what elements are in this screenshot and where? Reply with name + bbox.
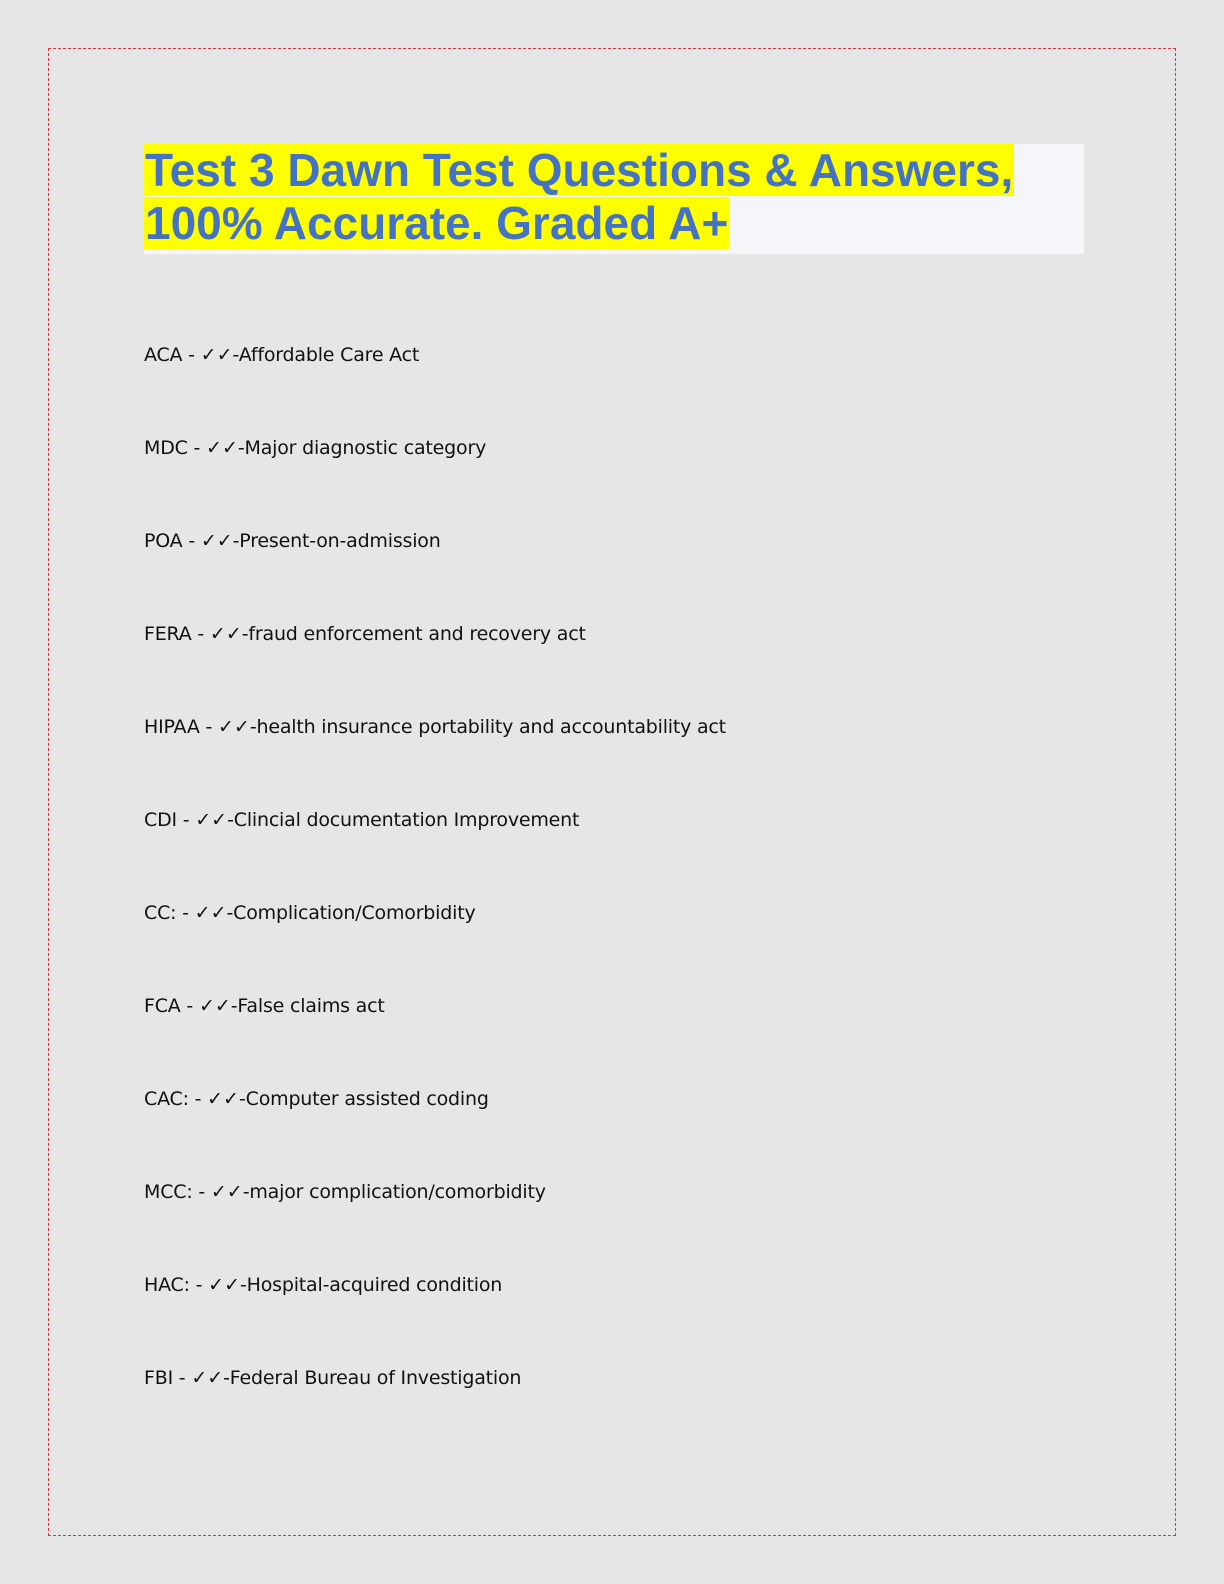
check-marks-icon: ✓✓ bbox=[194, 902, 227, 924]
qa-term: HIPAA - bbox=[144, 716, 218, 738]
title-line-2: 100% Accurate. Graded A+ bbox=[145, 197, 729, 249]
check-marks-icon: ✓✓ bbox=[191, 1367, 224, 1389]
qa-definition: -Major diagnostic category bbox=[237, 437, 487, 459]
qa-item bbox=[144, 995, 726, 1088]
qa-definition: -Affordable Care Act bbox=[232, 344, 420, 366]
qa-term: CAC: - bbox=[144, 1088, 208, 1110]
qa-item bbox=[144, 344, 726, 437]
qa-term: MDC - bbox=[144, 437, 207, 459]
qa-item bbox=[144, 716, 726, 809]
qa-term: FBI - bbox=[144, 1367, 192, 1389]
qa-definition: -Federal Bureau of Investigation bbox=[223, 1367, 522, 1389]
check-marks-icon: ✓✓ bbox=[200, 344, 233, 366]
qa-definition: -health insurance portability and accountability act bbox=[249, 716, 726, 738]
qa-definition: -Computer assisted coding bbox=[238, 1088, 489, 1110]
check-marks-icon: ✓✓ bbox=[218, 716, 250, 738]
qa-term: MCC: - bbox=[144, 1181, 211, 1203]
title-block bbox=[144, 144, 1084, 254]
qa-term: FERA - bbox=[144, 623, 210, 645]
qa-definition: -Complication/Comorbidity bbox=[226, 902, 476, 924]
qa-item bbox=[144, 1181, 726, 1274]
check-marks-icon: ✓✓ bbox=[198, 995, 231, 1017]
qa-item bbox=[144, 1088, 726, 1181]
check-marks-icon: ✓✓ bbox=[208, 1274, 240, 1296]
qa-item bbox=[144, 1274, 726, 1367]
qa-definition: -major complication/comorbidity bbox=[242, 1181, 546, 1203]
check-marks-icon: ✓✓ bbox=[207, 1088, 239, 1110]
qa-item bbox=[144, 809, 726, 902]
qa-item bbox=[144, 530, 726, 623]
check-marks-icon: ✓✓ bbox=[210, 1181, 243, 1203]
qa-term: ACA - bbox=[144, 344, 201, 366]
title-line-1: Test 3 Dawn Test Questions & Answers, bbox=[145, 144, 1014, 196]
qa-item bbox=[144, 1367, 726, 1460]
qa-term: CC: - bbox=[144, 902, 195, 924]
qa-item bbox=[144, 437, 726, 530]
qa-list bbox=[144, 344, 726, 1460]
check-marks-icon: ✓✓ bbox=[195, 809, 228, 831]
qa-definition: -Present-on-admission bbox=[232, 530, 441, 552]
check-marks-icon: ✓✓ bbox=[200, 530, 233, 552]
qa-definition: -Clincial documentation Improvement bbox=[227, 809, 580, 831]
qa-item bbox=[144, 902, 726, 995]
qa-definition: -Hospital-acquired condition bbox=[240, 1274, 503, 1296]
qa-term: FCA - bbox=[144, 995, 199, 1017]
qa-definition: -False claims act bbox=[230, 995, 385, 1017]
document-title bbox=[144, 144, 1084, 250]
qa-term: HAC: - bbox=[144, 1274, 209, 1296]
qa-term: POA - bbox=[144, 530, 201, 552]
qa-definition: -fraud enforcement and recovery act bbox=[241, 623, 586, 645]
qa-term: CDI - bbox=[144, 809, 196, 831]
check-marks-icon: ✓✓ bbox=[209, 623, 242, 645]
qa-item bbox=[144, 623, 726, 716]
check-marks-icon: ✓✓ bbox=[206, 437, 238, 459]
